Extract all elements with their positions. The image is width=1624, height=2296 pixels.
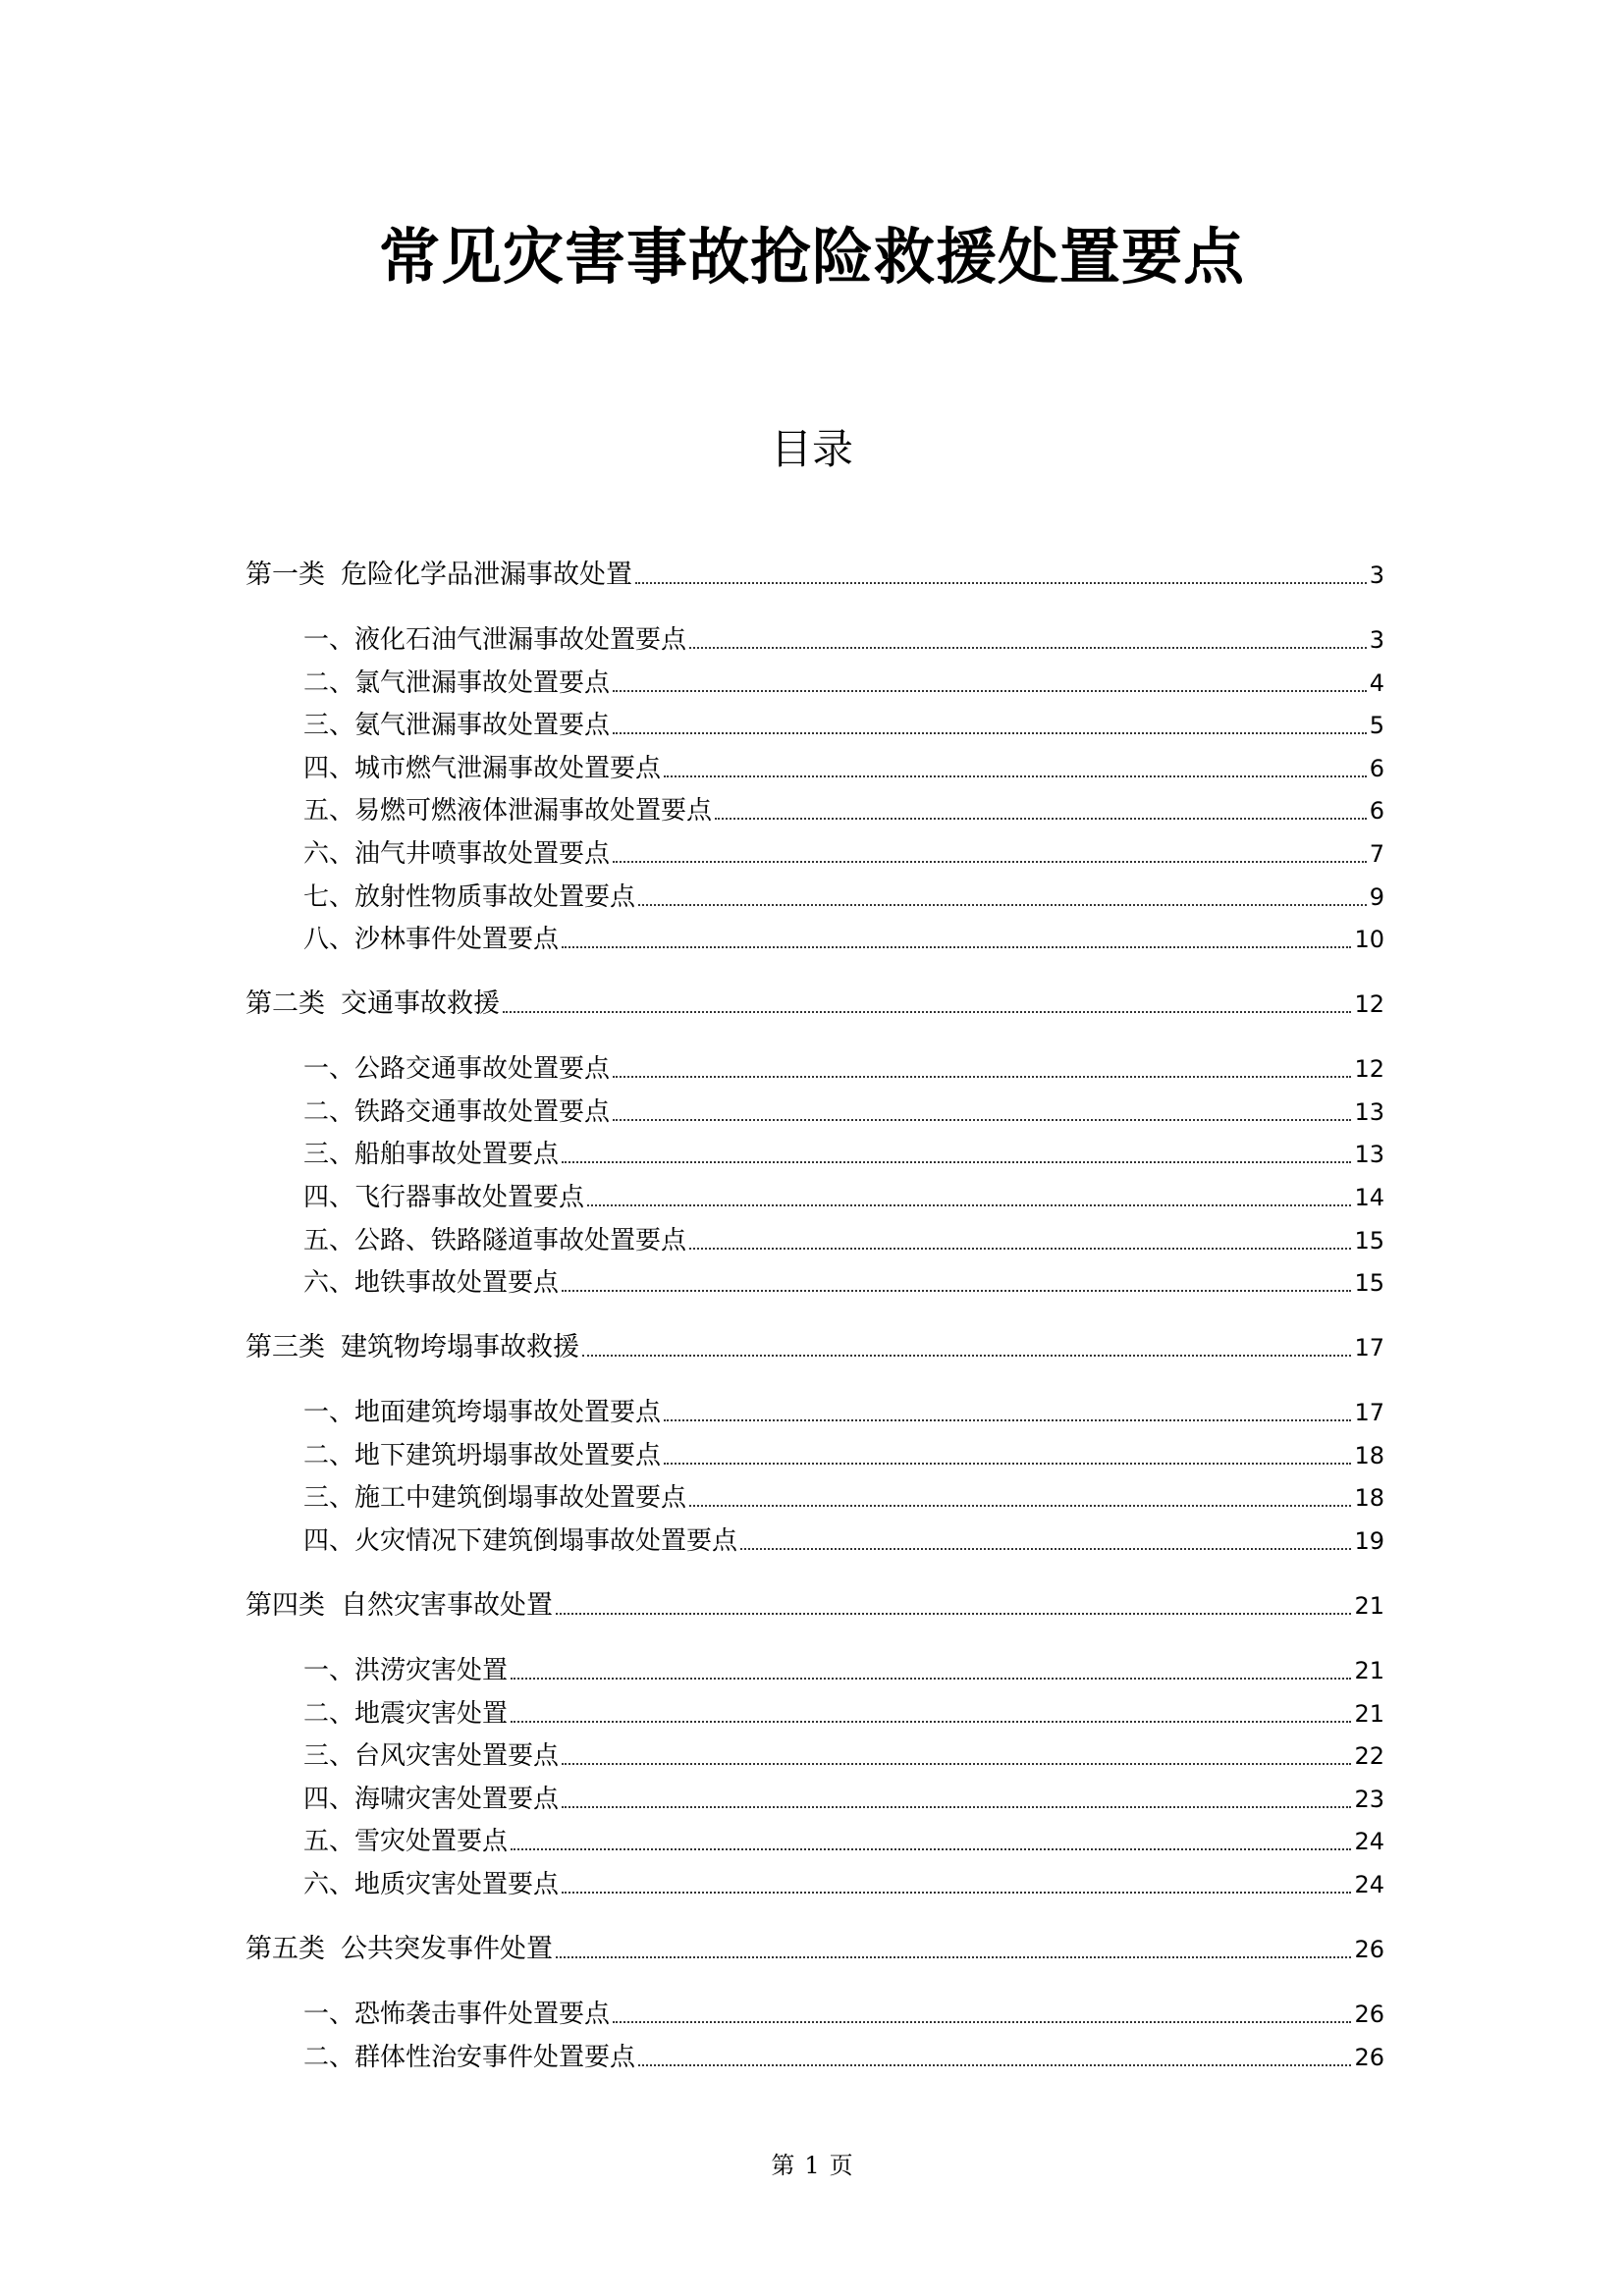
toc-entry-label: 六、地质灾害处置要点 [303,1870,560,1899]
toc-item[interactable] [303,1819,1384,1858]
toc-entry-label: 一、地面建筑垮塌事故处置要点 [303,1398,662,1428]
toc-category[interactable] [245,1927,1384,1966]
toc-category-number: 第三类 [245,1332,325,1363]
toc-entry-label: 三、船舶事故处置要点 [303,1140,560,1170]
toc-page-number: 15 [1354,1269,1384,1298]
toc-category-title: 交通事故救援 [341,988,500,1020]
toc-page-number: 5 [1369,712,1384,740]
toc-category-title: 建筑物垮塌事故救援 [341,1332,579,1363]
toc-item[interactable] [303,1862,1384,1901]
toc-dot-leader [613,1075,1351,1078]
toc-item[interactable] [303,1218,1384,1257]
toc-dot-leader [740,1547,1351,1550]
toc-dot-leader [562,1160,1351,1163]
toc-page-number: 19 [1354,1527,1384,1555]
footer-page-number: 1 [804,2152,820,2179]
toc-dot-leader [689,646,1367,649]
toc-dot-leader [613,2020,1351,2023]
toc-category-title: 自然灾害事故处置 [341,1590,553,1621]
toc-page-number: 21 [1354,1699,1384,1728]
toc-item[interactable] [303,1046,1384,1086]
toc-page-number: 10 [1354,926,1384,954]
toc-page-number: 22 [1354,1742,1384,1771]
toc-entry-label: 六、油气井喷事故处置要点 [303,839,611,869]
toc-entry-label: 六、地铁事故处置要点 [303,1268,560,1299]
toc-item[interactable] [303,1433,1384,1472]
toc-page-number: 17 [1354,1334,1384,1362]
toc-dot-leader [582,1354,1351,1357]
toc-dot-leader [562,945,1351,948]
toc-entry-label: 二、群体性治安事件处置要点 [303,2042,636,2072]
toc-page-number: 26 [1354,2043,1384,2071]
toc-dot-leader [689,1247,1351,1250]
toc-item[interactable] [303,1175,1384,1214]
toc-page-number: 3 [1369,561,1384,589]
toc-dot-leader [635,581,1367,584]
toc-page-number: 24 [1354,1871,1384,1898]
toc-item[interactable] [303,831,1384,871]
toc-entry-label [245,1933,553,1966]
toc-item[interactable] [303,917,1384,956]
toc-category-number: 第二类 [245,988,325,1020]
toc-dot-leader [613,860,1367,863]
toc-page-number: 18 [1354,1441,1384,1469]
toc-page-number: 15 [1354,1226,1384,1255]
toc-page-number: 6 [1369,797,1384,826]
toc-dot-leader [664,1418,1351,1421]
footer-suffix: 页 [829,2152,853,2179]
toc-entry-label: 一、公路交通事故处置要点 [303,1054,611,1085]
toc-entry-label: 八、沙林事件处置要点 [303,925,560,955]
toc-item[interactable] [303,1777,1384,1816]
toc-item[interactable] [303,1691,1384,1731]
toc-entry-label: 四、海啸灾害处置要点 [303,1784,560,1814]
toc-dot-leader [511,1847,1351,1850]
toc-item[interactable] [303,703,1384,742]
toc-entry-label: 四、飞行器事故处置要点 [303,1183,585,1212]
toc-page-number: 17 [1354,1399,1384,1427]
toc-item[interactable] [303,1390,1384,1429]
toc-page-number: 14 [1354,1184,1384,1211]
toc-item[interactable] [303,788,1384,828]
toc-dot-leader [587,1203,1351,1206]
toc-category[interactable] [245,553,1384,592]
toc-item[interactable] [303,746,1384,785]
toc-item[interactable] [303,1648,1384,1687]
toc-page-number: 24 [1354,1828,1384,1856]
toc-page-number: 3 [1369,626,1384,654]
toc-category-title: 公共突发事件处置 [341,1934,553,1964]
toc-entry-label: 二、铁路交通事故处置要点 [303,1096,611,1127]
toc-entry-label: 三、施工中建筑倒塌事故处置要点 [303,1483,687,1514]
document-title: 常见灾害事故抢险救援处置要点 [378,221,1245,293]
toc-item[interactable] [303,1992,1384,2031]
toc-entry-label: 三、台风灾害处置要点 [303,1741,560,1772]
toc-dot-leader [562,1891,1351,1894]
toc-item[interactable] [303,617,1384,657]
toc-page-number: 7 [1369,840,1384,868]
toc-page-number: 6 [1369,754,1384,782]
toc-category-number: 第四类 [245,1590,325,1621]
toc-page-number: 13 [1354,1097,1384,1126]
toc-dot-leader [562,1762,1351,1765]
footer-prefix: 第 [771,2152,795,2179]
toc-page-number: 26 [1354,1936,1384,1963]
toc-dot-leader [613,1118,1351,1121]
toc-item[interactable] [303,1090,1384,1129]
toc-item[interactable] [303,2035,1384,2074]
toc-dot-leader [715,817,1367,820]
toc-dot-leader [511,1677,1351,1680]
toc-category[interactable] [245,982,1384,1021]
toc-dot-leader [664,1462,1351,1465]
toc-entry-label: 二、地震灾害处置 [303,1698,509,1729]
toc-entry-label [245,988,500,1021]
toc-entry-label: 一、液化石油气泄漏事故处置要点 [303,625,687,655]
toc-entry-label: 五、雪灾处置要点 [303,1827,509,1857]
toc-entry-label: 五、易燃可燃液体泄漏事故处置要点 [303,796,713,827]
toc-category-number: 第五类 [245,1934,325,1964]
toc-entry-label: 三、氨气泄漏事故处置要点 [303,711,611,741]
toc-entry-label [245,559,632,592]
toc-item[interactable] [303,1734,1384,1773]
toc-page-number: 18 [1354,1484,1384,1513]
toc-category-number: 第一类 [245,560,325,590]
toc-dot-leader [562,1289,1351,1292]
toc-heading: 目录 [770,425,853,473]
toc-dot-leader [664,774,1367,777]
toc-item[interactable] [303,1260,1384,1300]
toc-entry-label [245,1331,579,1364]
page-footer [0,2146,1624,2180]
toc-item[interactable] [303,875,1384,914]
toc-dot-leader [613,689,1367,692]
toc-entry-label: 一、洪涝灾害处置 [303,1656,509,1685]
toc-page-number: 21 [1354,1592,1384,1620]
toc-entry-label: 五、公路、铁路隧道事故处置要点 [303,1225,687,1255]
toc-dot-leader [613,731,1367,734]
toc-dot-leader [556,1955,1351,1958]
toc-entry-label: 二、氯气泄漏事故处置要点 [303,667,611,698]
toc-entry-label: 七、放射性物质事故处置要点 [303,881,636,912]
toc-dot-leader [638,2063,1351,2066]
toc-dot-leader [511,1720,1351,1723]
toc-dot-leader [689,1504,1351,1507]
toc-page-number: 23 [1354,1785,1384,1813]
toc-entry-label: 二、地下建筑坍塌事故处置要点 [303,1440,662,1470]
toc-page-number: 26 [1354,2001,1384,2028]
toc-dot-leader [638,903,1367,906]
toc-page-number: 4 [1369,668,1384,697]
toc-page-number: 13 [1354,1141,1384,1169]
toc-category-title: 危险化学品泄漏事故处置 [341,560,632,590]
toc-page-number: 9 [1369,882,1384,911]
toc-item[interactable] [303,1132,1384,1171]
toc-dot-leader [556,1612,1351,1615]
toc-category[interactable] [245,1325,1384,1364]
toc-dot-leader [503,1010,1351,1013]
toc-item[interactable] [303,661,1384,700]
toc-entry-label: 四、城市燃气泄漏事故处置要点 [303,753,662,783]
toc-dot-leader [562,1805,1351,1808]
toc-item[interactable] [303,1519,1384,1558]
toc-item[interactable] [303,1475,1384,1515]
toc-page-number: 21 [1354,1657,1384,1684]
toc-page-number: 12 [1354,1055,1384,1084]
toc-page-number: 12 [1354,990,1384,1019]
toc-entry-label: 四、火灾情况下建筑倒塌事故处置要点 [303,1526,738,1556]
toc-category[interactable] [245,1583,1384,1623]
toc-entry-label: 一、恐怖袭击事件处置要点 [303,2000,611,2029]
toc-entry-label [245,1589,553,1623]
